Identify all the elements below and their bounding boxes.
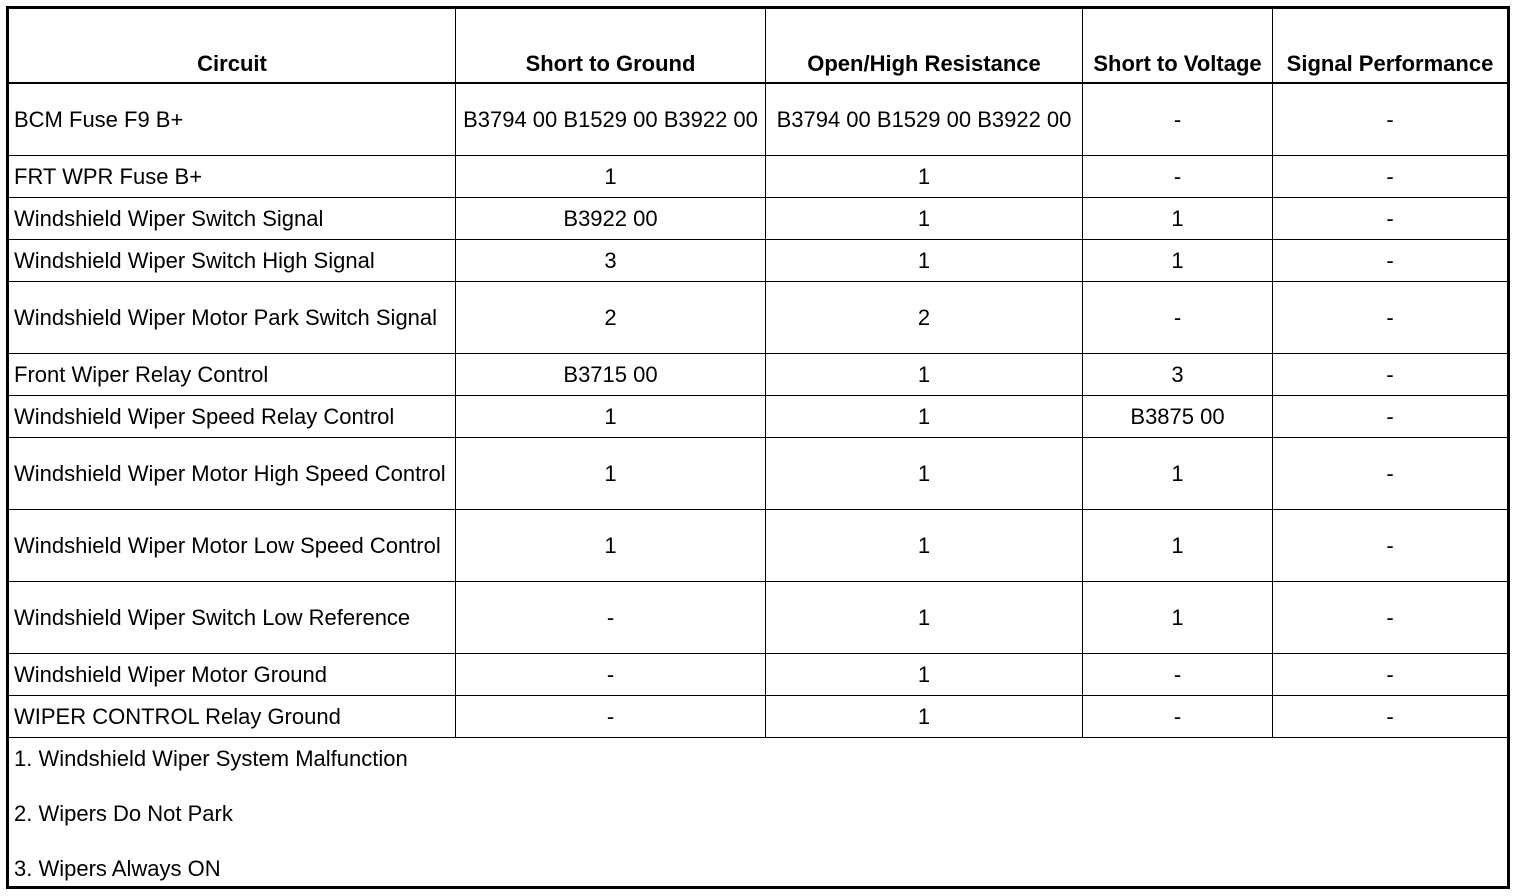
table-notes — [8, 738, 1509, 888]
short-to-voltage-cell: - — [1083, 83, 1273, 156]
short-to-voltage-cell: - — [1083, 282, 1273, 354]
short-to-ground-cell: 1 — [456, 438, 766, 510]
table-header — [8, 8, 1509, 84]
circuit-cell: Windshield Wiper Motor Ground — [8, 654, 456, 696]
signal-performance-cell: - — [1273, 240, 1509, 282]
open-high-resistance-cell: 1 — [766, 354, 1083, 396]
circuit-diagnostic-table — [6, 6, 1510, 889]
table-row — [8, 654, 1509, 696]
signal-performance-cell: - — [1273, 438, 1509, 510]
table-row — [8, 582, 1509, 654]
short-to-voltage-cell: - — [1083, 696, 1273, 738]
table-row — [8, 354, 1509, 396]
short-to-ground-cell: B3922 00 — [456, 198, 766, 240]
short-to-voltage-cell: 1 — [1083, 438, 1273, 510]
table-row — [8, 438, 1509, 510]
signal-performance-cell: - — [1273, 156, 1509, 198]
header-short-to-voltage: Short to Voltage — [1083, 8, 1273, 84]
signal-performance-cell: - — [1273, 282, 1509, 354]
circuit-cell: Windshield Wiper Motor Low Speed Control — [8, 510, 456, 582]
note-2: 2. Wipers Do Not Park — [14, 801, 233, 826]
open-high-resistance-cell: 1 — [766, 396, 1083, 438]
short-to-voltage-cell: 1 — [1083, 510, 1273, 582]
table-body — [8, 83, 1509, 738]
signal-performance-cell: - — [1273, 83, 1509, 156]
short-to-voltage-cell: 1 — [1083, 198, 1273, 240]
open-high-resistance-cell: 1 — [766, 240, 1083, 282]
open-high-resistance-cell: 1 — [766, 696, 1083, 738]
circuit-cell: Front Wiper Relay Control — [8, 354, 456, 396]
short-to-ground-cell: 1 — [456, 396, 766, 438]
table-row — [8, 282, 1509, 354]
circuit-cell: Windshield Wiper Switch High Signal — [8, 240, 456, 282]
note-1: 1. Windshield Wiper System Malfunction — [14, 746, 408, 771]
header-open-high-resistance: Open/High Resistance — [766, 8, 1083, 84]
notes-row — [8, 738, 1509, 888]
signal-performance-cell: - — [1273, 696, 1509, 738]
open-high-resistance-cell: 1 — [766, 582, 1083, 654]
notes-cell — [8, 738, 1509, 888]
header-row — [8, 8, 1509, 84]
circuit-cell: Windshield Wiper Switch Signal — [8, 198, 456, 240]
signal-performance-cell: - — [1273, 198, 1509, 240]
short-to-ground-cell: B3715 00 — [456, 354, 766, 396]
circuit-cell: FRT WPR Fuse B+ — [8, 156, 456, 198]
short-to-voltage-cell: 1 — [1083, 240, 1273, 282]
signal-performance-cell: - — [1273, 654, 1509, 696]
short-to-voltage-cell: B3875 00 — [1083, 396, 1273, 438]
table-row — [8, 510, 1509, 582]
signal-performance-cell: - — [1273, 396, 1509, 438]
table-row — [8, 156, 1509, 198]
short-to-ground-cell: 1 — [456, 510, 766, 582]
circuit-cell: Windshield Wiper Switch Low Reference — [8, 582, 456, 654]
short-to-ground-cell: - — [456, 654, 766, 696]
open-high-resistance-cell: 1 — [766, 156, 1083, 198]
open-high-resistance-cell: 1 — [766, 510, 1083, 582]
short-to-voltage-cell: - — [1083, 654, 1273, 696]
open-high-resistance-cell: B3794 00 B1529 00 B3922 00 — [766, 83, 1083, 156]
signal-performance-cell: - — [1273, 510, 1509, 582]
short-to-ground-cell: B3794 00 B1529 00 B3922 00 — [456, 83, 766, 156]
short-to-voltage-cell: - — [1083, 156, 1273, 198]
short-to-ground-cell: 3 — [456, 240, 766, 282]
circuit-cell: BCM Fuse F9 B+ — [8, 83, 456, 156]
short-to-ground-cell: - — [456, 696, 766, 738]
table-row — [8, 83, 1509, 156]
open-high-resistance-cell: 1 — [766, 438, 1083, 510]
open-high-resistance-cell: 2 — [766, 282, 1083, 354]
short-to-voltage-cell: 3 — [1083, 354, 1273, 396]
circuit-cell: Windshield Wiper Speed Relay Control — [8, 396, 456, 438]
open-high-resistance-cell: 1 — [766, 654, 1083, 696]
short-to-ground-cell: 2 — [456, 282, 766, 354]
table-row — [8, 696, 1509, 738]
note-3: 3. Wipers Always ON — [14, 856, 221, 881]
table-row — [8, 396, 1509, 438]
short-to-voltage-cell: 1 — [1083, 582, 1273, 654]
short-to-ground-cell: - — [456, 582, 766, 654]
circuit-cell: Windshield Wiper Motor Park Switch Signal — [8, 282, 456, 354]
table-row — [8, 240, 1509, 282]
circuit-cell: WIPER CONTROL Relay Ground — [8, 696, 456, 738]
header-short-to-ground: Short to Ground — [456, 8, 766, 84]
open-high-resistance-cell: 1 — [766, 198, 1083, 240]
header-signal-performance: Signal Performance — [1273, 8, 1509, 84]
header-circuit: Circuit — [8, 8, 456, 84]
signal-performance-cell: - — [1273, 582, 1509, 654]
circuit-cell: Windshield Wiper Motor High Speed Control — [8, 438, 456, 510]
signal-performance-cell: - — [1273, 354, 1509, 396]
short-to-ground-cell: 1 — [456, 156, 766, 198]
table-row — [8, 198, 1509, 240]
